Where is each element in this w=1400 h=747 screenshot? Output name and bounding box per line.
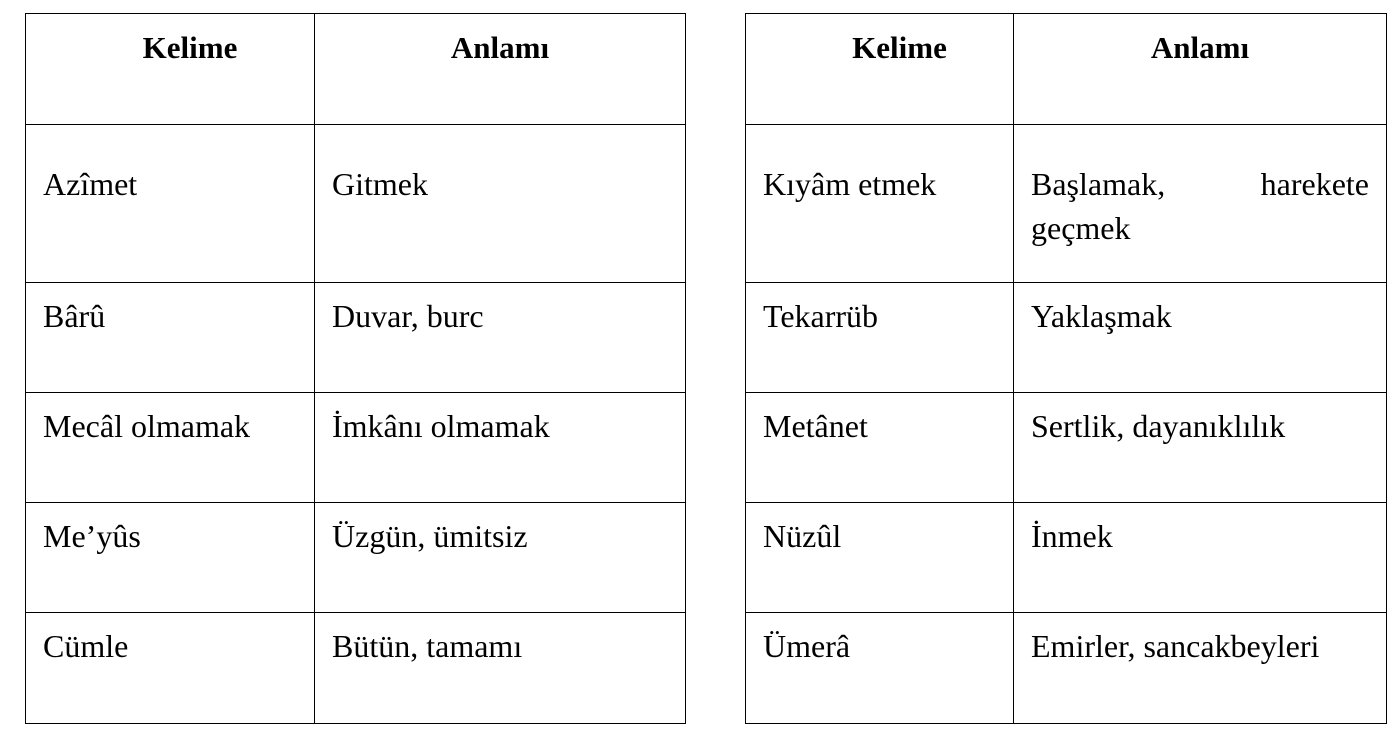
word-cell: Ümerâ — [746, 613, 1014, 724]
word-cell: Tekarrüb — [746, 283, 1014, 393]
word-cell: Mecâl olmamak — [26, 393, 315, 503]
meaning-cell: Yaklaşmak — [1014, 283, 1387, 393]
header-word: Kelime — [746, 14, 1014, 125]
word-cell: Me’yûs — [26, 503, 315, 613]
table-row — [26, 503, 686, 613]
glossary-table-left — [25, 13, 686, 724]
header-meaning: Anlamı — [315, 14, 686, 125]
table-row — [26, 283, 686, 393]
meaning-cell: Başlamak, harekete geçmek — [1014, 125, 1387, 283]
glossary-table-right — [745, 13, 1387, 724]
header-row — [26, 14, 686, 125]
table-row — [746, 613, 1387, 724]
word-cell: Metânet — [746, 393, 1014, 503]
table-row — [746, 125, 1387, 283]
word-cell: Bârû — [26, 283, 315, 393]
table-row — [746, 283, 1387, 393]
table-row — [26, 613, 686, 724]
word-cell: Kıyâm etmek — [746, 125, 1014, 283]
word-cell: Cümle — [26, 613, 315, 724]
meaning-cell: Üzgün, ümitsiz — [315, 503, 686, 613]
header-word: Kelime — [26, 14, 315, 125]
table-row — [746, 393, 1387, 503]
meaning-cell: Gitmek — [315, 125, 686, 283]
meaning-cell: Bütün, tamamı — [315, 613, 686, 724]
header-row — [746, 14, 1387, 125]
table-row — [26, 125, 686, 283]
meaning-cell: Sertlik, dayanıklılık — [1014, 393, 1387, 503]
meaning-cell: İnmek — [1014, 503, 1387, 613]
meaning-cell: Duvar, burc — [315, 283, 686, 393]
table-row — [26, 393, 686, 503]
meaning-cell: İmkânı olmamak — [315, 393, 686, 503]
word-cell: Azîmet — [26, 125, 315, 283]
table-row — [746, 503, 1387, 613]
word-cell: Nüzûl — [746, 503, 1014, 613]
header-meaning: Anlamı — [1014, 14, 1387, 125]
meaning-cell: Emirler, sancakbeyleri — [1014, 613, 1387, 724]
